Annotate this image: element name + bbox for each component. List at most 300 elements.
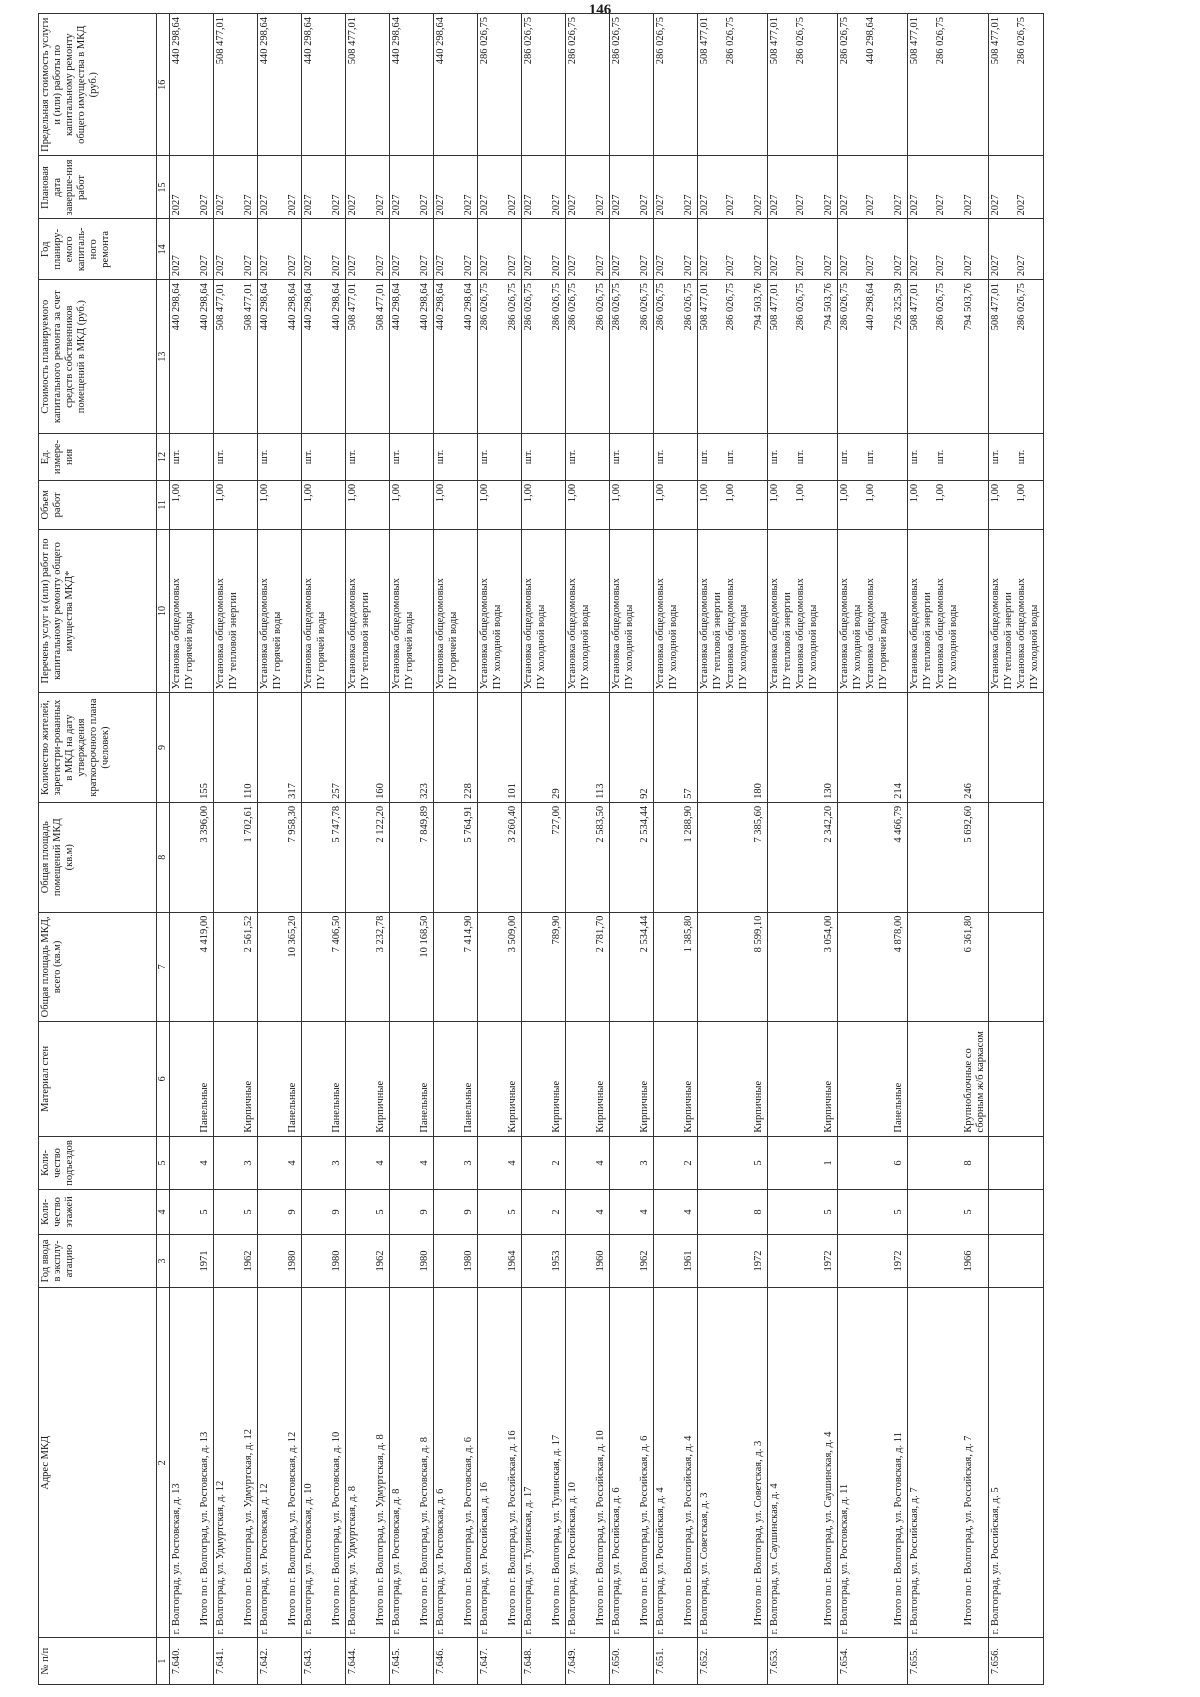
unit-cell <box>242 434 258 481</box>
year-built-cell: 1980 <box>418 1234 434 1288</box>
cell-line: 1,00 <box>908 483 920 503</box>
table-row <box>169 14 198 1685</box>
year-built-cell: 1980 <box>286 1234 302 1288</box>
wall-material-cell <box>988 1022 1043 1136</box>
unit-cell <box>682 434 698 481</box>
residents-cell <box>767 693 822 803</box>
address-cell: г. Волгоград, ул. Ростовская, д. 10 <box>301 1288 330 1638</box>
cell-line: 2027 <box>654 194 666 216</box>
floors-cell <box>837 1190 892 1234</box>
entrances-cell: 1 <box>822 1136 838 1190</box>
cost-cell <box>169 280 198 434</box>
residents-cell: 29 <box>550 693 566 803</box>
header-cell: Стоимость планируемого капитального ремонта за счет средств собственников помещений в МКД (руб.) <box>39 280 157 434</box>
cell-line: Установка общедомовых <box>838 578 850 690</box>
end-date-cell <box>565 156 594 219</box>
cell-line: 508 477,01 <box>989 17 1001 65</box>
address-cell: г. Волгоград, ул. Ростовская, д. 8 <box>389 1288 418 1638</box>
row-number: 7.653. <box>767 1638 822 1685</box>
cell-line: 2027 <box>864 194 876 216</box>
row-number: 7.655. <box>907 1638 962 1685</box>
cell-line: Установка общедомовых <box>302 578 314 690</box>
total-area-cell: 6 361,80 <box>962 912 989 1022</box>
total-area-cell: 8 599,10 <box>752 912 768 1022</box>
works-list-cell <box>837 529 892 692</box>
premises-area-cell: 7 958,30 <box>286 802 302 912</box>
cell-line <box>1003 17 1016 152</box>
year-built-cell <box>697 1234 752 1288</box>
floors-cell: 5 <box>198 1190 214 1234</box>
limit-cost-cell <box>521 14 550 156</box>
residents-cell: 110 <box>242 693 258 803</box>
cell-line: шт. <box>390 449 402 465</box>
cell-line <box>922 17 935 152</box>
end-date-cell <box>433 156 462 219</box>
cell-line: шт. <box>989 449 1001 465</box>
cell-line: ПУ тепловой энергии <box>1002 592 1014 690</box>
address-cell: г. Волгоград, ул. Ростовская, д. 12 <box>257 1288 286 1638</box>
floors-cell <box>697 1190 752 1234</box>
volume-cell <box>433 480 462 529</box>
plan-year-cell <box>330 219 346 280</box>
row-number <box>462 1638 478 1685</box>
cell-line: 2027 <box>594 194 606 216</box>
floors-cell <box>301 1190 330 1234</box>
cell-line: шт. <box>864 449 876 465</box>
total-area-cell <box>521 912 550 1022</box>
premises-area-cell <box>477 802 506 912</box>
floors-cell: 2 <box>550 1190 566 1234</box>
cell-line: 1,00 <box>1015 483 1027 503</box>
limit-cost-cell <box>374 14 390 156</box>
premises-area-cell <box>521 802 550 912</box>
volume-cell <box>477 480 506 529</box>
residents-cell <box>389 693 418 803</box>
cell-line: 2027 <box>934 194 946 216</box>
wall-material-cell: Кирпичные <box>550 1022 566 1136</box>
cell-line <box>782 159 795 215</box>
cell-line: 2027 <box>724 194 736 216</box>
cell-line: шт. <box>566 449 578 465</box>
cell-line <box>922 437 935 477</box>
residents-cell: 113 <box>594 693 610 803</box>
year-built-cell <box>988 1234 1043 1288</box>
works-list-cell <box>682 529 698 692</box>
cell-line: 2027 <box>550 255 562 277</box>
address-cell: Итого по г. Волгоград, ул. Российская, д. 4 <box>682 1288 698 1638</box>
residents-cell: 180 <box>752 693 768 803</box>
residents-cell <box>213 693 242 803</box>
column-number: 1 <box>157 1638 170 1685</box>
total-area-cell: 789,90 <box>550 912 566 1022</box>
header-cell: Год планиру-емого капиталь-ного ремонта <box>39 219 157 280</box>
entrances-cell: 3 <box>242 1136 258 1190</box>
cell-line: 1,00 <box>794 483 806 503</box>
total-area-cell <box>169 912 198 1022</box>
cell-line <box>948 17 961 152</box>
floors-cell <box>213 1190 242 1234</box>
plan-year-cell <box>242 219 258 280</box>
floors-cell: 5 <box>506 1190 522 1234</box>
volume-cell <box>213 480 242 529</box>
row-number: 7.647. <box>477 1638 506 1685</box>
end-date-cell <box>988 156 1043 219</box>
end-date-cell <box>257 156 286 219</box>
table-subtotal-row <box>506 14 522 1685</box>
floors-cell: 4 <box>594 1190 610 1234</box>
volume-cell <box>550 480 566 529</box>
cell-line <box>852 437 865 477</box>
floors-cell: 9 <box>330 1190 346 1234</box>
entrances-cell <box>389 1136 418 1190</box>
cell-line: 2027 <box>682 194 694 216</box>
cell-line <box>878 283 891 430</box>
volume-cell <box>198 480 214 529</box>
cell-line: 508 477,01 <box>214 17 226 65</box>
cell-line: 1,00 <box>989 483 1001 503</box>
wall-material-cell: Кирпичные <box>594 1022 610 1136</box>
premises-area-cell <box>345 802 374 912</box>
total-area-cell: 2 781,70 <box>594 912 610 1022</box>
row-number <box>330 1638 346 1685</box>
cell-line <box>808 437 821 477</box>
year-built-cell <box>521 1234 550 1288</box>
works-list-cell <box>506 529 522 692</box>
unit-cell <box>892 434 908 481</box>
limit-cost-cell <box>752 14 768 156</box>
entrances-cell <box>257 1136 286 1190</box>
table-subtotal-row <box>822 14 838 1685</box>
cell-line <box>852 484 865 526</box>
wall-material-cell: Крупноблочные со сборным ж/б каркасом <box>962 1022 989 1136</box>
address-cell: г. Волгоград, ул. Российская, д. 5 <box>988 1288 1043 1638</box>
cell-line: 2027 <box>989 194 1001 216</box>
floors-cell <box>767 1190 822 1234</box>
works-list-cell <box>962 529 989 692</box>
cell-line: 286 026,75 <box>522 283 534 331</box>
address-cell: г. Волгоград, ул. Удмуртская, д. 8 <box>345 1288 374 1638</box>
cell-line <box>1029 437 1042 477</box>
limit-cost-cell <box>462 14 478 156</box>
page-number: 146 <box>588 2 612 18</box>
limit-cost-cell <box>257 14 286 156</box>
header-cell: Перечень услуг и (или) работ по капитальному ремонту общего имущества МКД* <box>39 529 157 692</box>
cell-line: 1,00 <box>566 483 578 503</box>
cost-cell <box>907 280 962 434</box>
cell-line <box>1003 283 1016 430</box>
wall-material-cell <box>837 1022 892 1136</box>
cell-line: 2027 <box>698 194 710 216</box>
plan-year-cell <box>198 219 214 280</box>
cell-line: Установка общедомовых <box>214 578 226 690</box>
cost-cell <box>345 280 374 434</box>
cell-line: 2027 <box>258 255 270 277</box>
cell-line: ПУ горячей воды <box>447 611 459 690</box>
header-cell: Предельная стоимость услуги и (или) работы по капитальному ремонту общего имущества в МКД (руб.) <box>39 14 157 156</box>
end-date-cell <box>418 156 434 219</box>
cost-cell <box>653 280 682 434</box>
cell-line: 2027 <box>198 194 210 216</box>
row-number: 7.652. <box>697 1638 752 1685</box>
total-area-cell <box>345 912 374 1022</box>
cost-cell <box>752 280 768 434</box>
cell-line: 2027 <box>962 194 974 216</box>
works-list-cell <box>609 529 638 692</box>
limit-cost-cell <box>242 14 258 156</box>
premises-area-cell: 1 702,61 <box>242 802 258 912</box>
end-date-cell <box>521 156 550 219</box>
residents-cell: 228 <box>462 693 478 803</box>
end-date-cell <box>752 156 768 219</box>
premises-area-cell <box>988 802 1043 912</box>
floors-cell: 4 <box>638 1190 654 1234</box>
plan-year-cell <box>506 219 522 280</box>
address-cell: Итого по г. Волгоград, ул. Удмуртская, д. 8 <box>374 1288 390 1638</box>
cell-line <box>1003 222 1016 276</box>
column-number: 15 <box>157 156 170 219</box>
header-row <box>39 14 157 1685</box>
cell-line: шт. <box>1015 449 1027 465</box>
cell-line: 2027 <box>462 255 474 277</box>
table-row <box>837 14 892 1685</box>
unit-cell <box>594 434 610 481</box>
cell-line <box>782 283 795 430</box>
end-date-cell <box>697 156 752 219</box>
cell-line: 2027 <box>610 255 622 277</box>
total-area-cell: 3 232,78 <box>374 912 390 1022</box>
cell-line: 2027 <box>242 194 254 216</box>
volume-cell <box>682 480 698 529</box>
premises-area-cell: 3 260,40 <box>506 802 522 912</box>
cell-line <box>852 222 865 276</box>
cell-line: 508 477,01 <box>989 283 1001 331</box>
cell-line: 440 298,64 <box>170 283 182 331</box>
cell-line: 2027 <box>566 255 578 277</box>
table-row <box>389 14 418 1685</box>
cell-line: 2027 <box>478 255 490 277</box>
end-date-cell <box>638 156 654 219</box>
residents-cell <box>169 693 198 803</box>
cell-line: 2027 <box>286 255 298 277</box>
table-row <box>565 14 594 1685</box>
volume-cell <box>286 480 302 529</box>
table-subtotal-row <box>330 14 346 1685</box>
cell-line: Установка общедомовых <box>566 578 578 690</box>
cell-line: 2027 <box>506 255 518 277</box>
cell-line: 286 026,75 <box>1015 17 1027 65</box>
column-number: 5 <box>157 1136 170 1190</box>
cell-line: 508 477,01 <box>242 283 254 331</box>
end-date-cell <box>301 156 330 219</box>
limit-cost-cell <box>822 14 838 156</box>
floors-cell: 9 <box>462 1190 478 1234</box>
cell-line: ПУ холодной воды <box>1028 604 1040 690</box>
wall-material-cell: Панельные <box>892 1022 908 1136</box>
total-area-cell: 1 385,80 <box>682 912 698 1022</box>
volume-cell <box>330 480 346 529</box>
plan-year-cell <box>752 219 768 280</box>
floors-cell: 5 <box>374 1190 390 1234</box>
premises-area-cell: 2 342,20 <box>822 802 838 912</box>
cell-line: 2027 <box>794 255 806 277</box>
works-list-cell <box>286 529 302 692</box>
column-number: 13 <box>157 280 170 434</box>
cost-cell <box>389 280 418 434</box>
cell-line: 2027 <box>989 255 1001 277</box>
cost-cell <box>477 280 506 434</box>
end-date-cell <box>330 156 346 219</box>
works-list-cell <box>638 529 654 692</box>
row-number: 7.646. <box>433 1638 462 1685</box>
works-list-cell <box>257 529 286 692</box>
row-number <box>594 1638 610 1685</box>
wall-material-cell: Кирпичные <box>506 1022 522 1136</box>
cell-line: 508 477,01 <box>768 283 780 331</box>
volume-cell <box>345 480 374 529</box>
wall-material-cell: Кирпичные <box>752 1022 768 1136</box>
cell-line: 2027 <box>550 194 562 216</box>
floors-cell: 8 <box>752 1190 768 1234</box>
cell-line: Установка общедомовых <box>346 578 358 690</box>
cell-line <box>712 283 725 430</box>
address-cell: Итого по г. Волгоград, ул. Саушинская, д. 4 <box>822 1288 838 1638</box>
entrances-cell <box>837 1136 892 1190</box>
total-area-cell: 10 365,20 <box>286 912 302 1022</box>
end-date-cell <box>594 156 610 219</box>
row-number <box>822 1638 838 1685</box>
wall-material-cell: Кирпичные <box>682 1022 698 1136</box>
cell-line <box>712 484 725 526</box>
cell-line <box>1003 159 1016 215</box>
row-number: 7.642. <box>257 1638 286 1685</box>
cell-line: 286 026,75 <box>654 17 666 65</box>
wall-material-cell: Кирпичные <box>638 1022 654 1136</box>
cell-line: 1,00 <box>724 483 736 503</box>
cell-line: Установка общедомовых <box>934 578 946 690</box>
plan-year-cell <box>257 219 286 280</box>
cell-line <box>948 283 961 430</box>
cell-line: 440 298,64 <box>462 283 474 331</box>
address-cell: Итого по г. Волгоград, ул. Ростовская, д. 10 <box>330 1288 346 1638</box>
row-number <box>682 1638 698 1685</box>
unit-cell <box>389 434 418 481</box>
plan-year-cell <box>767 219 822 280</box>
unit-cell <box>374 434 390 481</box>
header-cell: Коли-чество этажей <box>39 1190 157 1234</box>
address-cell: Итого по г. Волгоград, ул. Советская, д. 3 <box>752 1288 768 1638</box>
unit-cell <box>988 434 1043 481</box>
limit-cost-cell <box>892 14 908 156</box>
volume-cell <box>752 480 768 529</box>
entrances-cell: 4 <box>374 1136 390 1190</box>
limit-cost-cell <box>682 14 698 156</box>
works-list-cell <box>653 529 682 692</box>
table-subtotal-row <box>594 14 610 1685</box>
floors-cell: 5 <box>962 1190 989 1234</box>
cell-line: 440 298,64 <box>258 17 270 65</box>
header-cell: Объем работ <box>39 480 157 529</box>
end-date-cell <box>198 156 214 219</box>
cell-line: 2027 <box>170 255 182 277</box>
end-date-cell <box>462 156 478 219</box>
cost-cell <box>242 280 258 434</box>
cell-line: 286 026,75 <box>566 17 578 65</box>
year-built-cell <box>301 1234 330 1288</box>
limit-cost-cell <box>477 14 506 156</box>
wall-material-cell <box>213 1022 242 1136</box>
cell-line <box>922 222 935 276</box>
cell-line: 2027 <box>418 194 430 216</box>
unit-cell <box>653 434 682 481</box>
residents-cell: 317 <box>286 693 302 803</box>
works-list-cell <box>198 529 214 692</box>
cell-line: 508 477,01 <box>908 17 920 65</box>
volume-cell <box>169 480 198 529</box>
residents-cell: 246 <box>962 693 989 803</box>
end-date-cell <box>506 156 522 219</box>
table-subtotal-row <box>550 14 566 1685</box>
cell-line: шт. <box>654 449 666 465</box>
entrances-cell: 4 <box>418 1136 434 1190</box>
wall-material-cell <box>169 1022 198 1136</box>
premises-area-cell: 5 747,78 <box>330 802 346 912</box>
cell-line <box>808 159 821 215</box>
cell-line <box>782 222 795 276</box>
address-cell: Итого по г. Волгоград, ул. Российская, д. 16 <box>506 1288 522 1638</box>
premises-area-cell <box>257 802 286 912</box>
entrances-cell: 3 <box>638 1136 654 1190</box>
cell-line: ПУ тепловой энергии <box>781 592 793 690</box>
row-number <box>962 1638 989 1685</box>
end-date-cell <box>822 156 838 219</box>
column-number: 16 <box>157 14 170 156</box>
residents-cell <box>433 693 462 803</box>
cell-line: 440 298,64 <box>434 17 446 65</box>
cell-line: шт. <box>934 449 946 465</box>
premises-area-cell <box>653 802 682 912</box>
address-cell: г. Волгоград, ул. Удмуртская, д. 12 <box>213 1288 242 1638</box>
volume-cell <box>462 480 478 529</box>
volume-cell <box>907 480 962 529</box>
cell-line: Установка общедомовых <box>864 578 876 690</box>
volume-cell <box>962 480 989 529</box>
cell-line: шт. <box>302 449 314 465</box>
cell-line: Установка общедомовых <box>258 578 270 690</box>
total-area-cell <box>988 912 1043 1022</box>
premises-area-cell <box>609 802 638 912</box>
cell-line: ПУ горячей воды <box>315 611 327 690</box>
residents-cell: 155 <box>198 693 214 803</box>
residents-cell: 257 <box>330 693 346 803</box>
works-list-cell <box>892 529 908 692</box>
cell-line: ПУ холодной воды <box>535 604 547 690</box>
premises-area-cell <box>301 802 330 912</box>
unit-cell <box>697 434 752 481</box>
year-built-cell <box>257 1234 286 1288</box>
cell-line: 2027 <box>610 194 622 216</box>
cell-line: 2027 <box>478 194 490 216</box>
cell-line: 2027 <box>434 194 446 216</box>
premises-area-cell: 2 122,20 <box>374 802 390 912</box>
table-subtotal-row <box>242 14 258 1685</box>
address-cell: г. Волгоград, ул. Советская, д. 3 <box>697 1288 752 1638</box>
cell-line: 286 026,75 <box>550 283 562 331</box>
table-subtotal-row <box>962 14 989 1685</box>
cell-line: 2027 <box>170 194 182 216</box>
unit-cell <box>301 434 330 481</box>
total-area-cell: 4 419,00 <box>198 912 214 1022</box>
cell-line: 286 026,75 <box>724 283 736 331</box>
